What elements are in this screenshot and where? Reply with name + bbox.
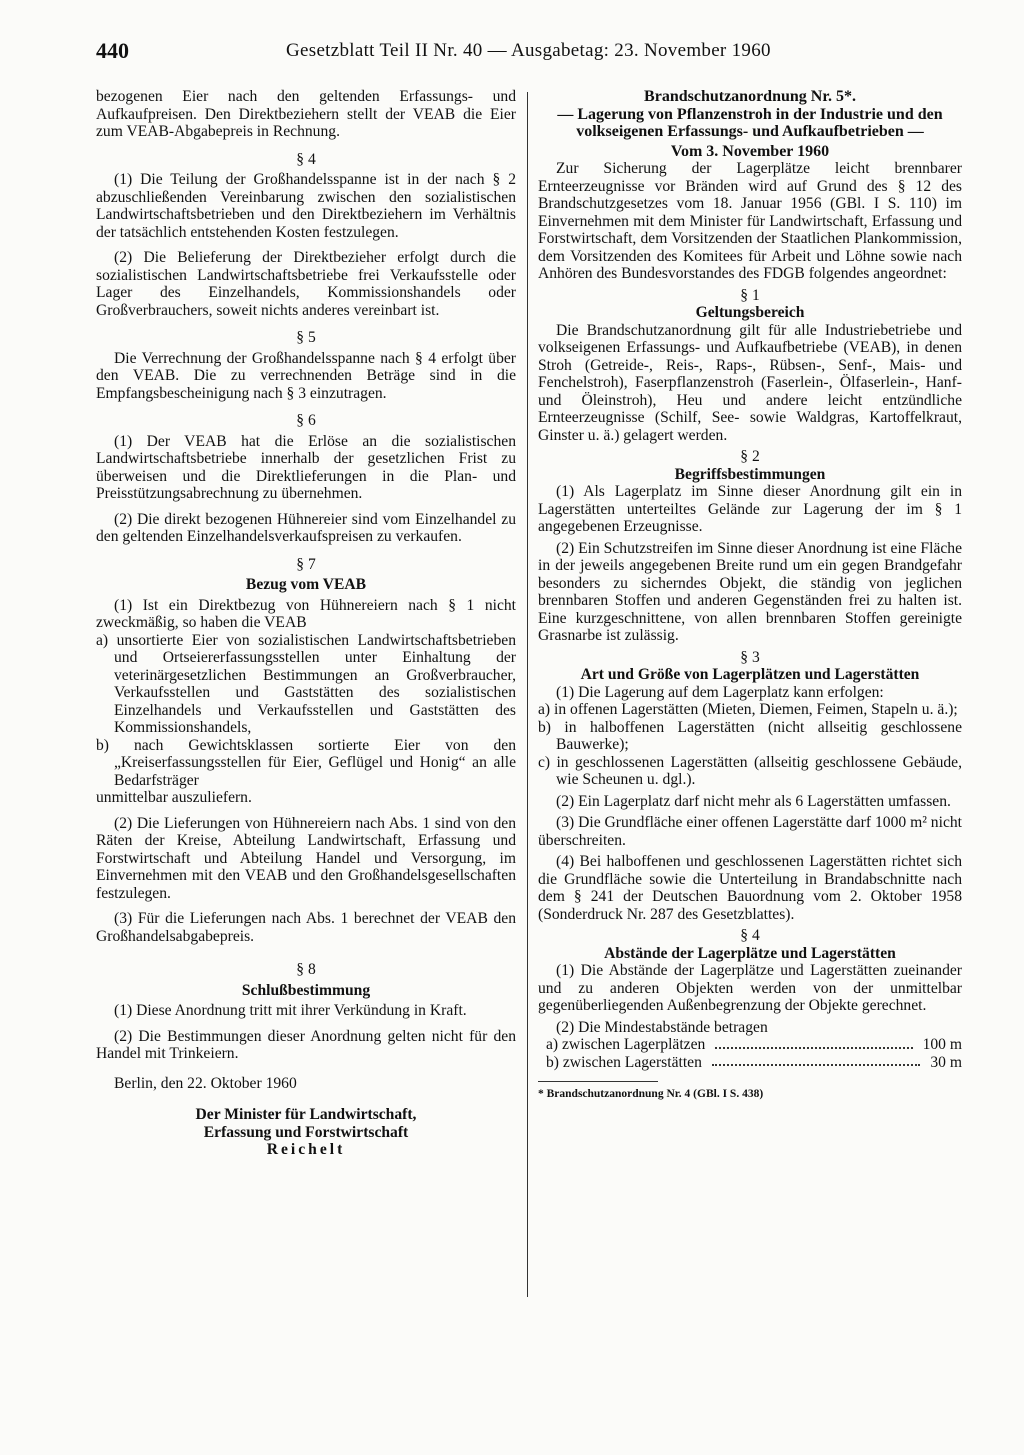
list-item: b) nach Gewichtsklassen sortierte Eier von den „Kreiserfassungsstellen für Eier, Geflügel und Honig“ an alle Bedarfsträger (96, 736, 516, 789)
footnote-rule (538, 1081, 658, 1082)
list-item: c) in geschlossenen Lagerstätten (allseitig geschlossene Gebäude, wie Scheunen u. dgl.). (538, 753, 962, 788)
signature-title: Erfassung und Forstwirtschaft (203, 1123, 409, 1141)
paragraph: (2) Die direkt bezogenen Hühnereier sind vom Einzelhandel zu den geltenden Einzelhandelsverkaufspreisen zu verkaufen. (96, 510, 516, 545)
distance-row (538, 1054, 962, 1072)
signature-name: Reichelt (266, 1141, 346, 1158)
paragraph: (1) Die Abstände der Lagerplätze und Lagerstätten zueinander und zu anderen Objekten werden von der unmittelbar gegenüberliegenden Außenbegrenzung der Objekte gerechnet. (538, 962, 962, 1014)
paragraph: (1) Ist ein Direktbezug von Hühnereiern nach § 1 nicht zweckmäßig, so haben die VEAB (96, 596, 516, 631)
left-column (96, 88, 516, 1159)
paragraph: (1) Der VEAB hat die Erlöse an die sozialistischen Landwirtschaftsbetriebe innerhalb der gesetzlichen Frist zu überweisen und die Direktlieferungen in die Plan- und Preisstützungsabrechnung zu übernehmen. (96, 432, 516, 502)
section-heading: § 8 (296, 961, 316, 978)
footnote: * Brandschutzanordnung Nr. 4 (GBl. I S. 438) (538, 1088, 764, 1100)
column-divider (527, 92, 528, 1297)
leader-dots (715, 1036, 912, 1049)
list-item: a) in offenen Lagerstätten (Mieten, Diemen, Feimen, Stapeln u. ä.); (538, 701, 958, 718)
paragraph: (2) Ein Lagerplatz darf nicht mehr als 6 Lagerstätten umfassen. (556, 792, 951, 810)
ordinance-date: Vom 3. November 1960 (670, 142, 830, 160)
paragraph: (1) Diese Anordnung tritt mit ihrer Verkündung in Kraft. (114, 1002, 467, 1019)
paragraph: bezogenen Eier nach den geltenden Erfassungs- und Aufkaufpreisen. Den Direktbeziehern stellt der VEAB die Eier zum VEAB-Abgabepreis in Rechnung. (96, 88, 516, 140)
list-item: b) in halboffenen Lagerstätten (nicht allseitig geschlossene Bauwerke); (538, 718, 962, 753)
section-heading: § 1 (740, 286, 760, 304)
paragraph: (3) Für die Lieferungen nach Abs. 1 berechnet der VEAB den Großhandelsabgabepreis. (96, 910, 516, 945)
section-title: Begriffsbestimmungen (674, 465, 826, 483)
place-date: Berlin, den 22. Oktober 1960 (114, 1074, 297, 1092)
section-heading: § 4 (740, 927, 760, 944)
paragraph: (2) Ein Schutzstreifen im Sinne dieser Anordnung ist eine Fläche in der jeweils angegebenen Breite rund um ein gegen Brandgefahr besonders zu sicherndes Objekt, die ständig von jeglichen brennbaren Stoffen und anderen Gegenständen frei zu halten ist. Eine kurzgeschnittene, von allen brennbaren Stoffen gereinigte Grasnarbe ist zulässig. (538, 539, 962, 644)
paragraph: (1) Die Lagerung auf dem Lagerplatz kann erfolgen: (556, 683, 884, 701)
ordinance-subtitle: — Lagerung von Pflanzenstroh in der Industrie und den volkseigenen Erfassungs- und Aufkaufbetrieben — (557, 105, 943, 140)
distance-value: 100 m (922, 1036, 962, 1053)
section-heading: § 5 (296, 329, 316, 346)
section-title: Geltungsbereich (695, 304, 805, 321)
section-title: Art und Größe von Lagerplätzen und Lagerstätten (580, 666, 920, 683)
signature-title: Der Minister für Landwirtschaft, (195, 1106, 417, 1123)
section-heading: § 2 (740, 448, 760, 465)
gazette-title: Gesetzblatt Teil II Nr. 40 — Ausgabetag: 23. November 1960 (286, 40, 771, 61)
paragraph: (2) Die Mindestabstände betragen (556, 1018, 768, 1036)
paragraph: Zur Sicherung der Lagerplätze leicht brennbarer Ernteerzeugnisse vor Bränden wird auf Grund des § 12 des Brandschutzgesetzes vom 18. Januar 1956 (GBl. I S. 110) im Einvernehmen mit dem Minister für Landwirtschaft, Erfassung und Forstwirtschaft, dem Vorsitzenden der Staatlichen Plankommission, dem Vorsitzenden des Komitees für Arbeit und Löhne sowie nach Anhören des Bundesvorstandes des FDGB folgendes angeordnet: (538, 160, 962, 282)
distance-row (538, 1036, 962, 1054)
paragraph: unmittelbar auszuliefern. (96, 789, 252, 806)
list-item: a) unsortierte Eier von sozialistischen Landwirtschaftsbetrieben und Ortseiererfassungsstellen unter Einhaltung der veterinärgesetzlichen Bestimmungen an Großverbraucher, Verkaufsstellen und Gaststätten des sozialistischen Einzelhandels und Verkaufsstellen und Gaststätten des Kommissionshandels, (96, 631, 516, 736)
page-number: 440 (96, 38, 129, 63)
section-heading: § 7 (296, 555, 316, 573)
ordinance-title: Brandschutzanordnung Nr. 5*. (644, 88, 856, 105)
section-heading: § 4 (296, 150, 316, 168)
distance-label: a) zwischen Lagerplätzen (546, 1036, 706, 1053)
paragraph: (1) Als Lagerplatz im Sinne dieser Anordnung gilt ein in Lagerstätten unterteiltes Gelände zur Lagerung der im § 1 angegebenen Erzeugnisse. (538, 483, 962, 535)
paragraph: Die Brandschutzanordnung gilt für alle Industriebetriebe und volkseigenen Erfassungs- und Aufkaufbetriebe (VEAB), in denen Stroh (Getreide-, Reis-, Raps-, Rübsen-, Senf-, Mais- und Fenchelstroh), Faserpflanzenstroh (Faserlein-, Ölfaserlein-, Hanf- und Öleinstroh), Heu und andere leicht entzündliche Ernteerzeugnisse (Schilf, See- sowie Waldgras, Kartoffelkraut, Ginster u. ä.) gelagert werden. (538, 321, 962, 444)
section-heading: § 3 (740, 648, 760, 666)
section-title: Bezug vom VEAB (245, 576, 367, 593)
page-header (96, 38, 956, 68)
paragraph: Die Verrechnung der Großhandelsspanne nach § 4 erfolgt über den VEAB. Die zu verrechnenden Beträge sind in die Empfangsbescheinigung nach § 3 einzutragen. (96, 349, 516, 402)
paragraph: (3) Die Grundfläche einer offenen Lagerstätte darf 1000 m² nicht überschreiten. (538, 814, 962, 849)
section-heading: § 6 (296, 412, 316, 429)
distance-label: b) zwischen Lagerstätten (546, 1053, 702, 1071)
paragraph: (2) Die Bestimmungen dieser Anordnung gelten nicht für den Handel mit Trinkeiern. (96, 1027, 516, 1062)
paragraph: (2) Die Belieferung der Direktbezieher erfolgt durch die sozialistischen Landwirtschaftsbetriebe frei Verkaufsstelle oder Lager des Einzelhandels, Kommissionshandels oder Großverbrauchers, soweit nichts anderes vereinbart ist. (96, 249, 516, 319)
leader-dots (712, 1054, 921, 1067)
section-title: Abstände der Lagerplätze und Lagerstätten (604, 944, 896, 962)
paragraph: (2) Die Lieferungen von Hühnereiern nach Abs. 1 sind von den Räten der Kreise, Abteilung Landwirtschaft, Erfassung und Forstwirtschaft und Abteilung Handel und Versorgung, im Einvernehmen mit den VEAB und den Großhandelsgesellschaften festzulegen. (96, 814, 516, 902)
paragraph: (1) Die Teilung der Großhandelsspanne ist in der nach § 2 abzuschließenden Vereinbarung zwischen den sozialistischen Landwirtschaftsbetrieben und den Direktbeziehern im Verhältnis der tatsächlich entstehenden Kosten festzulegen. (96, 171, 516, 241)
right-column (538, 88, 962, 1104)
distance-value: 30 m (930, 1053, 962, 1071)
paragraph: (4) Bei halboffenen und geschlossenen Lagerstätten richtet sich die Grundfläche sowie die Unterteilung in Brandabschnitte nach dem § 241 der Deutschen Bauordnung vom 2. Oktober 1958 (Sonderdruck Nr. 287 des Gesetzblattes). (538, 853, 962, 923)
section-title: Schlußbestimmung (241, 981, 371, 999)
